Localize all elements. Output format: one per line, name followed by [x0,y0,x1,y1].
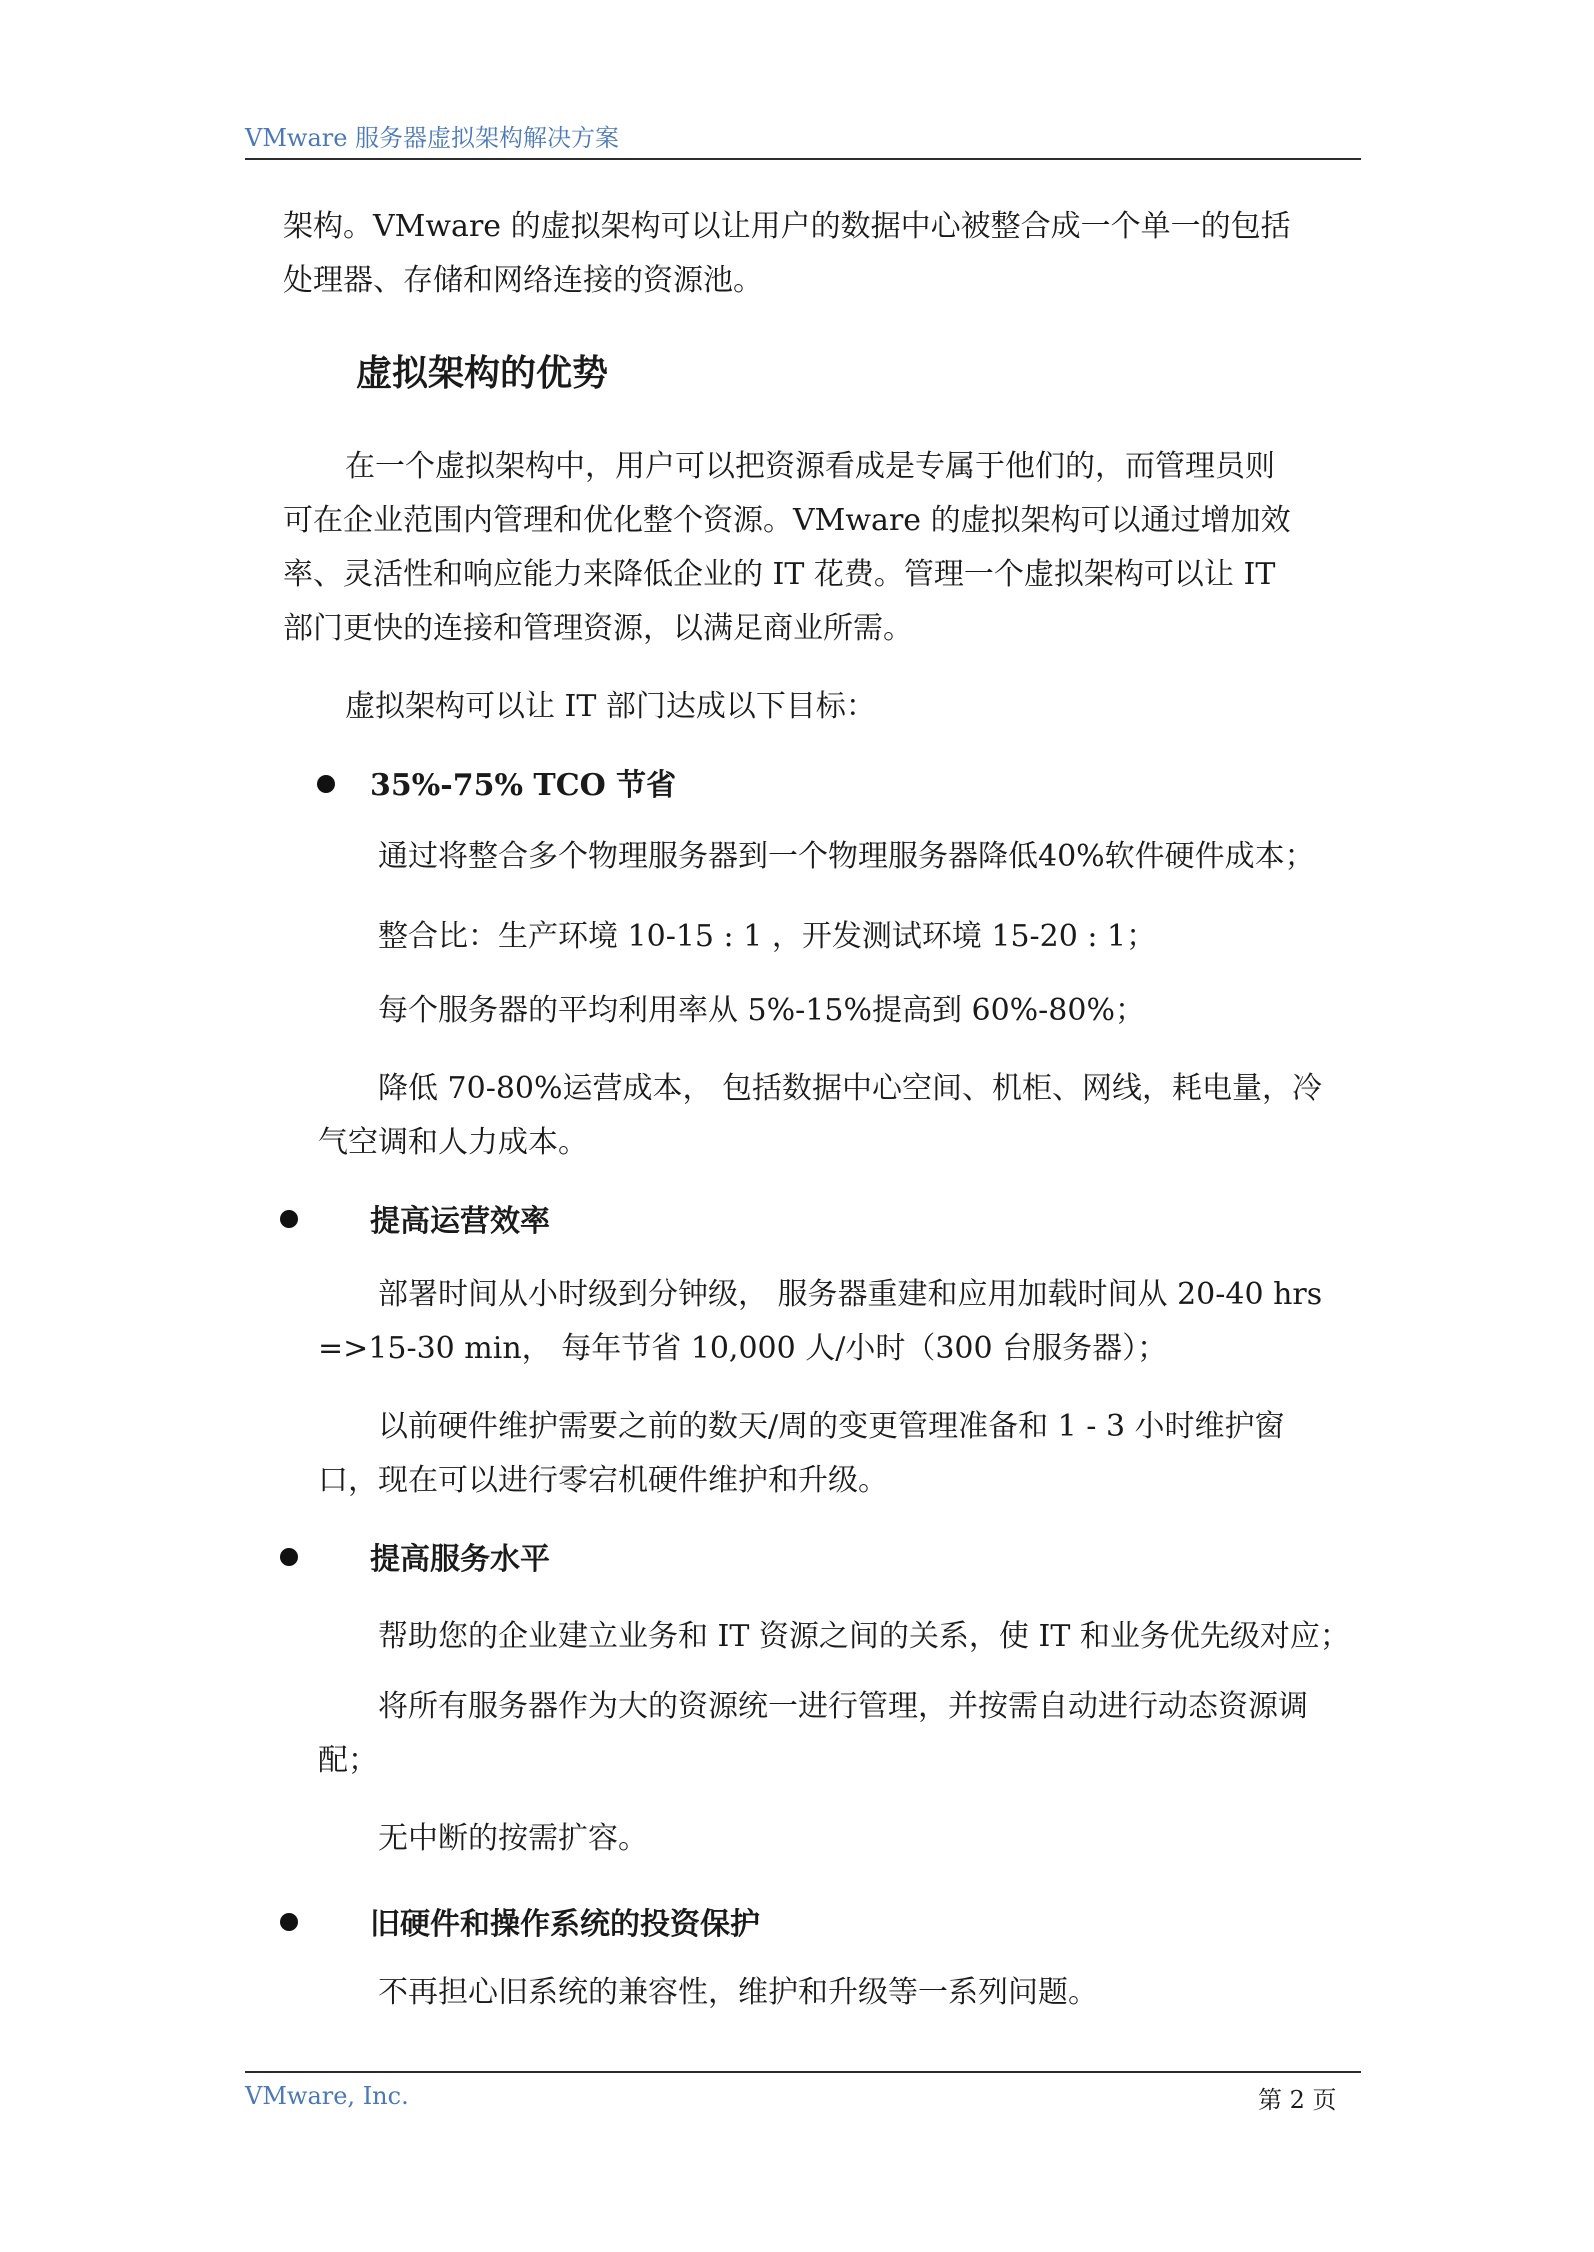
bullet-title-service-level: 提高服务水平 [370,1542,550,1577]
bullet-dot [280,1913,298,1931]
bullet-item [378,984,1145,1038]
bullet-dot [280,1210,298,1228]
bullet-item [318,1062,1322,1170]
bullet-item [378,1966,1098,2020]
bullet-title-investment-protection: 旧硬件和操作系统的投资保护 [370,1907,760,1942]
intro-paragraph [283,200,1291,308]
text-line: 部门更快的连接和管理资源，以满足商业所需。 [283,611,913,646]
bullet-item [318,1400,1285,1508]
section-heading: 虚拟架构的优势 [356,353,609,394]
text-line: 每个服务器的平均利用率从 5%-15%提高到 60%-80%； [378,993,1145,1028]
footer-divider [245,2071,1361,2073]
bullet-item [378,910,1156,964]
footer-company: VMware, Inc. [245,2082,409,2110]
text-line: 配； [318,1743,378,1778]
bullet-dot [317,775,335,793]
bullet-item [378,1812,648,1866]
text-line: 降低 70-80%运营成本， 包括数据中心空间、机柜、网线，耗电量，冷 [378,1071,1323,1106]
header-divider [245,158,1361,160]
text-line: =>15-30 min， 每年节省 10,000 人/小时（300 台服务器）； [318,1331,1168,1366]
text-line: 无中断的按需扩容。 [378,1821,648,1856]
goals-intro: 虚拟架构可以让 IT 部门达成以下目标： [345,689,876,724]
text-line: 口，现在可以进行零宕机硬件维护和升级。 [318,1463,888,1498]
bullet-title-efficiency: 提高运营效率 [370,1204,550,1239]
header-title: VMware 服务器虚拟架构解决方案 [245,124,620,152]
text-line: 率、灵活性和响应能力来降低企业的 IT 花费。管理一个虚拟架构可以让 IT [283,557,1276,592]
text-line: 架构。VMware 的虚拟架构可以让用户的数据中心被整合成一个单一的包括 [283,209,1291,244]
bullet-item [378,1610,1350,1664]
text-line: 通过将整合多个物理服务器到一个物理服务器降低40%软件硬件成本； [378,839,1315,874]
bullet-dot [280,1548,298,1566]
text-line: 不再担心旧系统的兼容性，维护和升级等一系列问题。 [378,1975,1098,2010]
text-line: 整合比：生产环境 10-15 : 1 ，开发测试环境 15-20 : 1； [378,919,1157,954]
text-line: 部署时间从小时级到分钟级， 服务器重建和应用加载时间从 20-40 hrs [378,1277,1323,1312]
text-line: 以前硬件维护需要之前的数天/周的变更管理准备和 1 - 3 小时维护窗 [378,1409,1285,1444]
advantages-paragraph [283,440,1291,656]
bullet-item [318,1268,1322,1376]
bullet-item [318,1680,1308,1788]
bullet-title-tco: 35%-75% TCO 节省 [370,768,677,803]
bullet-item [378,830,1315,884]
text-line: 气空调和人力成本。 [318,1125,588,1160]
text-line: 可在企业范围内管理和优化整个资源。VMware 的虚拟架构可以通过增加效 [283,503,1291,538]
text-line: 帮助您的企业建立业务和 IT 资源之间的关系，使 IT 和业务优先级对应； [378,1619,1350,1654]
text-line: 将所有服务器作为大的资源统一进行管理，并按需自动进行动态资源调 [378,1689,1308,1724]
text-line: 处理器、存储和网络连接的资源池。 [283,263,763,298]
page-number: 第 2 页 [1258,2086,1337,2114]
text-line: 在一个虚拟架构中，用户可以把资源看成是专属于他们的，而管理员则 [345,449,1275,484]
